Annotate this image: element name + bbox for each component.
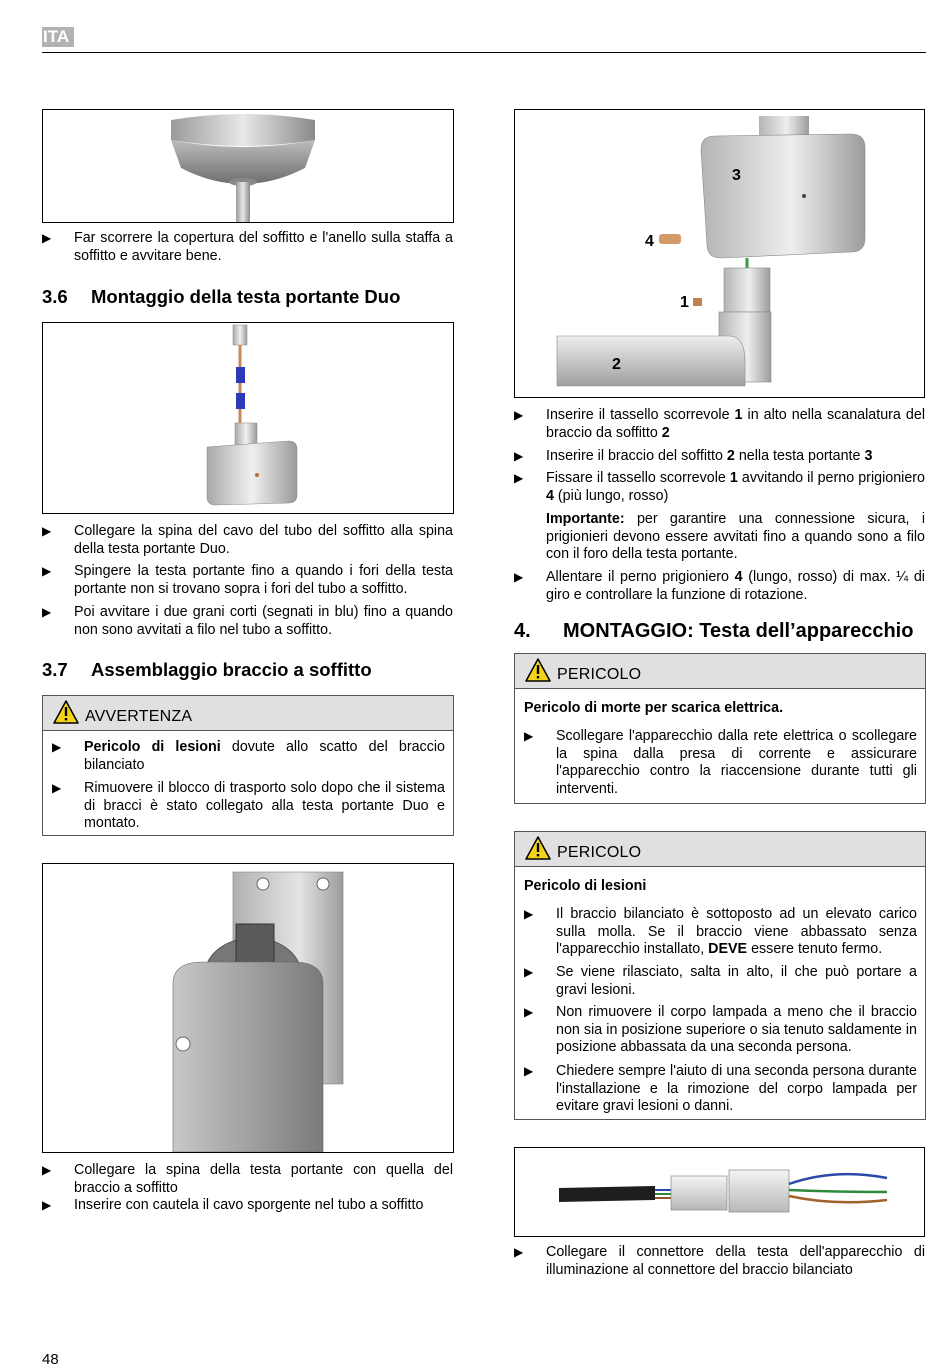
- triangle-bullet-icon: ▶: [514, 408, 524, 422]
- triangle-bullet-icon: ▶: [52, 740, 62, 754]
- list-item: [42, 230, 453, 265]
- danger-subtitle: Pericolo di lesioni: [524, 878, 647, 894]
- figure-label-1: 1: [680, 294, 689, 311]
- figure-assembly: [514, 109, 925, 398]
- danger-box-electric: [514, 653, 926, 804]
- warning-triangle-icon: [525, 836, 551, 860]
- triangle-bullet-icon: ▶: [42, 1163, 52, 1177]
- list-item: ▶ Pericolo di lesioni dovute allo scatto del braccio bilanciato: [52, 739, 445, 773]
- figure-label-2: 2: [612, 356, 621, 373]
- section-heading-3-7: 3.7 Assemblaggio braccio a soffitto: [42, 659, 372, 680]
- figure-ceiling-cover: [42, 109, 454, 223]
- danger-subtitle: Pericolo di morte per scarica elettrica.: [524, 700, 784, 716]
- language-badge: ITA: [42, 27, 74, 47]
- triangle-bullet-icon: ▶: [42, 1198, 52, 1212]
- danger-box-header: [515, 832, 925, 867]
- triangle-bullet-icon: ▶: [52, 781, 62, 795]
- triangle-bullet-icon: ▶: [514, 1245, 524, 1259]
- warning-triangle-icon: [53, 700, 79, 724]
- figure-label-3: 3: [732, 167, 741, 184]
- list-item: ▶ Collegare il connettore della testa dell'apparecchio di illuminazione al connettore del braccio bilanciato: [514, 1244, 925, 1278]
- triangle-bullet-icon: ▶: [524, 729, 534, 743]
- triangle-bullet-icon: ▶: [524, 1064, 534, 1078]
- list-item: ▶ Poi avvitare i due grani corti (segnati in blu) fino a quando non sono avvitati a filo nel tubo a soffitto.: [42, 604, 453, 638]
- triangle-bullet-icon: ▶: [514, 570, 524, 584]
- figure-label-4: 4: [645, 233, 654, 250]
- list-item: ▶ Scollegare l'apparecchio dalla rete elettrica o scollegare la spina dalla presa di corrente e assicurare l'apparecchio contro la riaccensione durante tutti gli interventi.: [524, 728, 917, 797]
- list-item: ▶ Collegare la spina del cavo del tubo del soffitto alla spina della testa portante Duo.: [42, 523, 453, 557]
- warning-triangle-icon: [525, 658, 551, 682]
- list-item: ▶ Se viene rilasciato, salta in alto, il che può portare a gravi lesioni.: [524, 964, 917, 998]
- list-item: ▶ Spingere la testa portante fino a quando i fori della testa portante non si trovano sopra i fori del tubo a soffitto.: [42, 563, 453, 597]
- triangle-bullet-icon: ▶: [524, 965, 534, 979]
- list-item: ▶ Rimuovere il blocco di trasporto solo dopo che il sistema di bracci è stato collegato alla testa portante Duo e montato.: [52, 780, 445, 831]
- triangle-bullet-icon: ▶: [514, 449, 524, 463]
- triangle-bullet-icon: ▶: [514, 471, 524, 485]
- fig1-caption: Far scorrere la copertura del soffitto e l'anello sulla staffa a soffitto e avvitare bene.: [74, 230, 453, 264]
- list-item: ▶ Il braccio bilanciato è sottoposto ad un elevato carico sulla molla. Se il braccio viene abbassato senza l'apparecchio installato, DEVE essere tenuto fermo.: [524, 906, 917, 957]
- figure-connector-cable: [514, 1147, 925, 1237]
- triangle-bullet-icon: ▶: [524, 1005, 534, 1019]
- list-item: ▶ Allentare il perno prigioniero 4 (lungo, rosso) di max. ¼ di giro e controllare la funzione di rotazione.: [514, 569, 925, 603]
- triangle-bullet-icon: ▶: [524, 907, 534, 921]
- list-item: ▶ Inserire con cautela il cavo sporgente nel tubo a soffitto: [42, 1197, 424, 1213]
- triangle-bullet-icon: ▶: [42, 524, 52, 538]
- danger-title: PERICOLO: [557, 666, 642, 683]
- warning-box: [42, 695, 454, 836]
- figure-ceiling-arm: [42, 863, 454, 1153]
- list-item: ▶ Collegare la spina della testa portante con quella del braccio a soffitto: [42, 1162, 453, 1196]
- header-rule: [42, 52, 926, 53]
- list-item: ▶ Inserire il braccio del soffitto 2 nella testa portante 3: [514, 448, 873, 464]
- important-note: Importante: per garantire una connessione sicura, i prigionieri devono essere avvitati fino a quando sono a filo con il foro della testa portante.: [546, 511, 925, 562]
- list-item: ▶ Non rimuovere il corpo lampada a meno che il braccio non sia in posizione superiore o sia tenuto saldamente in posizione abbassata da una seconda persona.: [524, 1004, 917, 1055]
- list-item: ▶ Chiedere sempre l'aiuto di una seconda persona durante l'installazione e la rimozione del corpo lampada per evitare gravi lesioni o danni.: [524, 1063, 917, 1114]
- page-number: 48: [42, 1351, 59, 1368]
- list-item: ▶ Inserire il tassello scorrevole 1 in alto nella scanalatura del braccio da soffitto 2: [514, 407, 925, 441]
- danger-box-header: [515, 654, 925, 689]
- triangle-bullet-icon: ▶: [42, 231, 52, 245]
- figure-duo-head: [42, 322, 454, 514]
- list-item: ▶ Fissare il tassello scorrevole 1 avvitando il perno prigioniero 4 (più lungo, rosso): [514, 470, 925, 504]
- section-heading-3-6: 3.6 Montaggio della testa portante Duo: [42, 286, 401, 307]
- triangle-bullet-icon: ▶: [42, 564, 52, 578]
- section-heading-4: 4. MONTAGGIO: Testa dell’apparecchio: [514, 620, 914, 642]
- warning-box-header: [43, 696, 453, 731]
- danger-box-injury: [514, 831, 926, 1120]
- danger-title: PERICOLO: [557, 844, 642, 861]
- warning-title: AVVERTENZA: [85, 708, 193, 725]
- triangle-bullet-icon: ▶: [42, 605, 52, 619]
